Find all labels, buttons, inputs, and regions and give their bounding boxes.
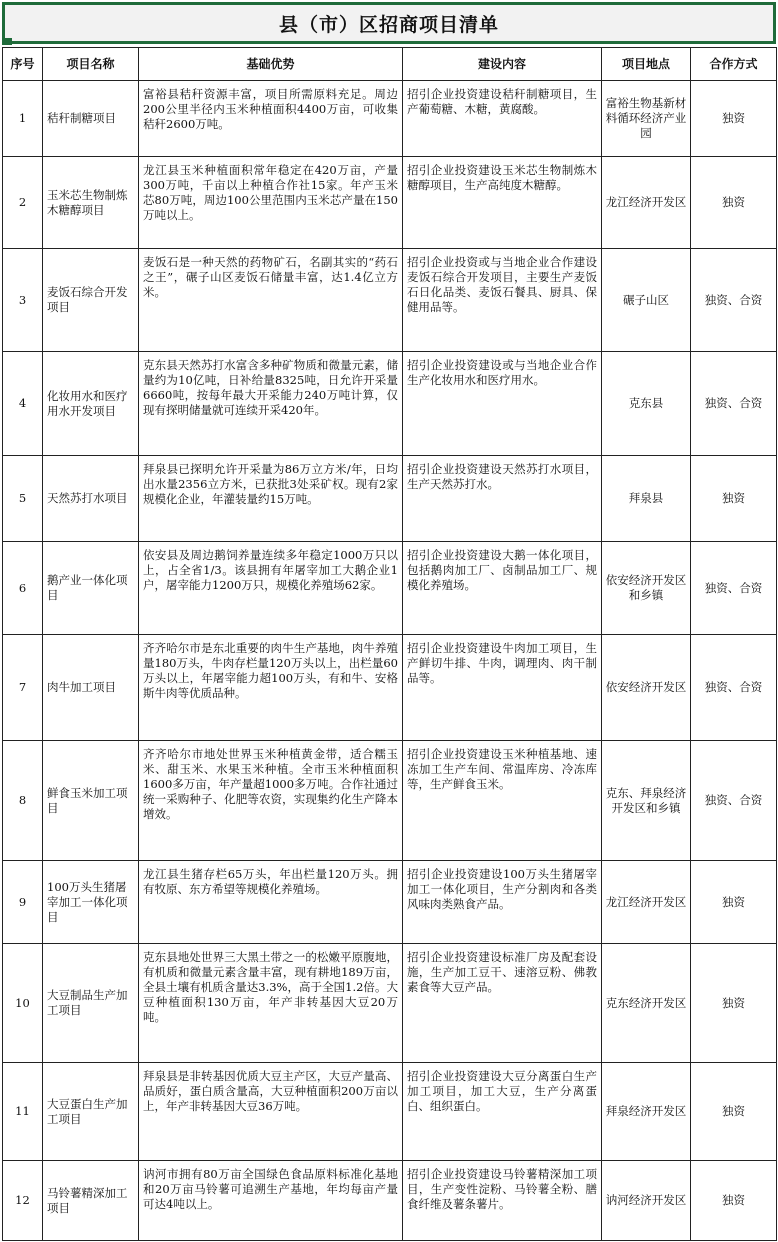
row-advantage: 龙江县玉米种植面积常年稳定在420万亩，产量300万吨，千亩以上种植合作社15家。年产玉米芯80万吨，周边100公里范围内玉米芯产量在150万吨以上。 bbox=[139, 157, 403, 249]
row-mode: 独资 bbox=[691, 456, 777, 542]
row-mode: 独资、合资 bbox=[691, 249, 777, 352]
row-location: 克东县 bbox=[602, 352, 691, 456]
row-advantage: 齐齐哈尔市地处世界玉米种植黄金带，适合糯玉米、甜玉米、水果玉米种植。全市玉米种植面积1600多万亩，年产量超1000多万吨。合作社通过统一采购种子、化肥等农资，实现集约化生产降本增效。 bbox=[139, 741, 403, 861]
row-mode: 独资 bbox=[691, 861, 777, 944]
row-advantage: 拜泉县是非转基因优质大豆主产区，大豆产量高、品质好，蛋白质含量高，大豆种植面积200万亩以上，年产非转基因大豆36万吨。 bbox=[139, 1063, 403, 1161]
row-location: 碾子山区 bbox=[602, 249, 691, 352]
row-location: 依安经济开发区 bbox=[602, 635, 691, 741]
row-name: 麦饭石综合开发项目 bbox=[43, 249, 139, 352]
row-content: 招引企业投资建设大豆分离蛋白生产加工项目，加工大豆，生产分离蛋白、组织蛋白。 bbox=[403, 1063, 602, 1161]
table-row bbox=[3, 741, 777, 861]
table-row bbox=[3, 1161, 777, 1241]
row-content: 招引企业投资建设马铃薯精深加工项目，生产变性淀粉、马铃薯全粉、膳食纤维及薯条薯片。 bbox=[403, 1161, 602, 1241]
row-location: 克东经济开发区 bbox=[602, 944, 691, 1063]
row-no: 10 bbox=[3, 944, 43, 1063]
header-no: 序号 bbox=[3, 48, 43, 81]
row-content: 招引企业投资建设100万头生猪屠宰加工一体化项目，生产分割肉和各类风味肉类熟食产品。 bbox=[403, 861, 602, 944]
header-mode: 合作方式 bbox=[691, 48, 777, 81]
row-mode: 独资、合资 bbox=[691, 741, 777, 861]
row-advantage: 龙江县生猪存栏65万头，年出栏量120万头。拥有牧原、东方希望等规模化养殖场。 bbox=[139, 861, 403, 944]
row-advantage: 克东县地处世界三大黑土带之一的松嫩平原腹地，有机质和微量元素含量丰富，现有耕地189万亩，全县土壤有机质含量达3.3%，高于全国1.2倍。大豆种植面积130万亩，年产非转基因大豆20万吨。 bbox=[139, 944, 403, 1063]
row-name: 鲜食玉米加工项目 bbox=[43, 741, 139, 861]
row-name: 马铃薯精深加工项目 bbox=[43, 1161, 139, 1241]
row-advantage: 依安县及周边鹅饲养量连续多年稳定1000万只以上，占全省1/3。该县拥有年屠宰加工大鹅企业1户，屠宰能力1200万只，规模化养殖场62家。 bbox=[139, 542, 403, 635]
row-mode: 独资、合资 bbox=[691, 542, 777, 635]
row-no: 6 bbox=[3, 542, 43, 635]
row-content: 招引企业投资建设天然苏打水项目，生产天然苏打水。 bbox=[403, 456, 602, 542]
row-no: 7 bbox=[3, 635, 43, 741]
row-content: 招引企业投资建设秸秆制糖项目，生产葡萄糖、木糖，黄腐酸。 bbox=[403, 81, 602, 157]
header-location: 项目地点 bbox=[602, 48, 691, 81]
row-content: 招引企业投资建设玉米种植基地、速冻加工生产车间、常温库房、冷冻库等，生产鲜食玉米。 bbox=[403, 741, 602, 861]
row-name: 秸秆制糖项目 bbox=[43, 81, 139, 157]
row-name: 肉牛加工项目 bbox=[43, 635, 139, 741]
row-mode: 独资 bbox=[691, 1161, 777, 1241]
header-advantage: 基础优势 bbox=[139, 48, 403, 81]
row-location: 拜泉经济开发区 bbox=[602, 1063, 691, 1161]
row-advantage: 麦饭石是一种天然的药物矿石，名副其实的“药石之王”，碾子山区麦饭石储量丰富，达1.4亿立方米。 bbox=[139, 249, 403, 352]
row-no: 4 bbox=[3, 352, 43, 456]
row-content: 招引企业投资建设玉米芯生物制炼木糖醇项目，生产高纯度木糖醇。 bbox=[403, 157, 602, 249]
table-row bbox=[3, 157, 777, 249]
row-location: 富裕生物基新材料循环经济产业园 bbox=[602, 81, 691, 157]
row-advantage: 克东县天然苏打水富含多种矿物质和微量元素，储量约为10亿吨，日补给量8325吨，日允许开采量6660吨，按每年最大开采能力240万吨计算，仅现有探明储量就可连续开采420年。 bbox=[139, 352, 403, 456]
row-name: 大豆蛋白生产加工项目 bbox=[43, 1063, 139, 1161]
row-name: 鹅产业一体化项目 bbox=[43, 542, 139, 635]
row-mode: 独资、合资 bbox=[691, 352, 777, 456]
row-advantage: 齐齐哈尔市是东北重要的肉牛生产基地，肉牛养殖量180万头，牛肉存栏量120万头以上，出栏量60万头以上，年屠宰能力超100万头，有和牛、安格斯牛肉等优质品种。 bbox=[139, 635, 403, 741]
table-row bbox=[3, 249, 777, 352]
row-advantage: 拜泉县已探明允许开采量为86万立方米/年，日均出水量2356立方米，已获批3处采矿权。现有2家规模化企业，年灌装量约15万吨。 bbox=[139, 456, 403, 542]
row-location: 拜泉县 bbox=[602, 456, 691, 542]
row-no: 5 bbox=[3, 456, 43, 542]
row-name: 大豆制品生产加工项目 bbox=[43, 944, 139, 1063]
row-name: 天然苏打水项目 bbox=[43, 456, 139, 542]
row-mode: 独资 bbox=[691, 157, 777, 249]
table-row bbox=[3, 81, 777, 157]
row-location: 龙江经济开发区 bbox=[602, 861, 691, 944]
table-row bbox=[3, 944, 777, 1063]
table-row bbox=[3, 1063, 777, 1161]
row-location: 龙江经济开发区 bbox=[602, 157, 691, 249]
row-name: 化妆用水和医疗用水开发项目 bbox=[43, 352, 139, 456]
page-title: 县（市）区招商项目清单 bbox=[278, 13, 499, 36]
row-no: 9 bbox=[3, 861, 43, 944]
row-content: 招引企业投资建设牛肉加工项目，生产鲜切牛排、牛肉，调理肉、肉干制品等。 bbox=[403, 635, 602, 741]
row-no: 8 bbox=[3, 741, 43, 861]
row-name: 100万头生猪屠宰加工一体化项目 bbox=[43, 861, 139, 944]
row-location: 依安经济开发区和乡镇 bbox=[602, 542, 691, 635]
table-header-row bbox=[3, 48, 777, 81]
row-content: 招引企业投资建设或与当地企业合作生产化妆用水和医疗用水。 bbox=[403, 352, 602, 456]
row-mode: 独资 bbox=[691, 1063, 777, 1161]
header-name: 项目名称 bbox=[43, 48, 139, 81]
table-row bbox=[3, 542, 777, 635]
row-content: 招引企业投资或与当地企业合作建设麦饭石综合开发项目，主要生产麦饭石日化品类、麦饭石餐具、厨具、保健用品等。 bbox=[403, 249, 602, 352]
row-no: 11 bbox=[3, 1063, 43, 1161]
row-location: 克东、拜泉经济开发区和乡镇 bbox=[602, 741, 691, 861]
row-content: 招引企业投资建设大鹅一体化项目，包括鹅肉加工厂、卤制品加工厂、规模化养殖场。 bbox=[403, 542, 602, 635]
row-mode: 独资 bbox=[691, 81, 777, 157]
row-advantage: 富裕县秸秆资源丰富，项目所需原料充足。周边200公里半径内玉米种植面积4400万亩，可收集秸秆2600万吨。 bbox=[139, 81, 403, 157]
row-no: 2 bbox=[3, 157, 43, 249]
row-mode: 独资、合资 bbox=[691, 635, 777, 741]
table-row bbox=[3, 635, 777, 741]
table-row bbox=[3, 456, 777, 542]
row-no: 12 bbox=[3, 1161, 43, 1241]
row-no: 3 bbox=[3, 249, 43, 352]
row-content: 招引企业投资建设标准厂房及配套设施，生产加工豆干、速溶豆粉、佛教素食等大豆产品。 bbox=[403, 944, 602, 1063]
row-mode: 独资 bbox=[691, 944, 777, 1063]
row-location: 讷河经济开发区 bbox=[602, 1161, 691, 1241]
table-row bbox=[3, 861, 777, 944]
row-no: 1 bbox=[3, 81, 43, 157]
table-row bbox=[3, 352, 777, 456]
title-bar bbox=[2, 2, 776, 44]
row-advantage: 讷河市拥有80万亩全国绿色食品原料标准化基地和20万亩马铃薯可追溯生产基地，年均每亩产量可达4吨以上。 bbox=[139, 1161, 403, 1241]
row-name: 玉米芯生物制炼木糖醇项目 bbox=[43, 157, 139, 249]
project-table bbox=[2, 47, 777, 1241]
header-content: 建设内容 bbox=[403, 48, 602, 81]
